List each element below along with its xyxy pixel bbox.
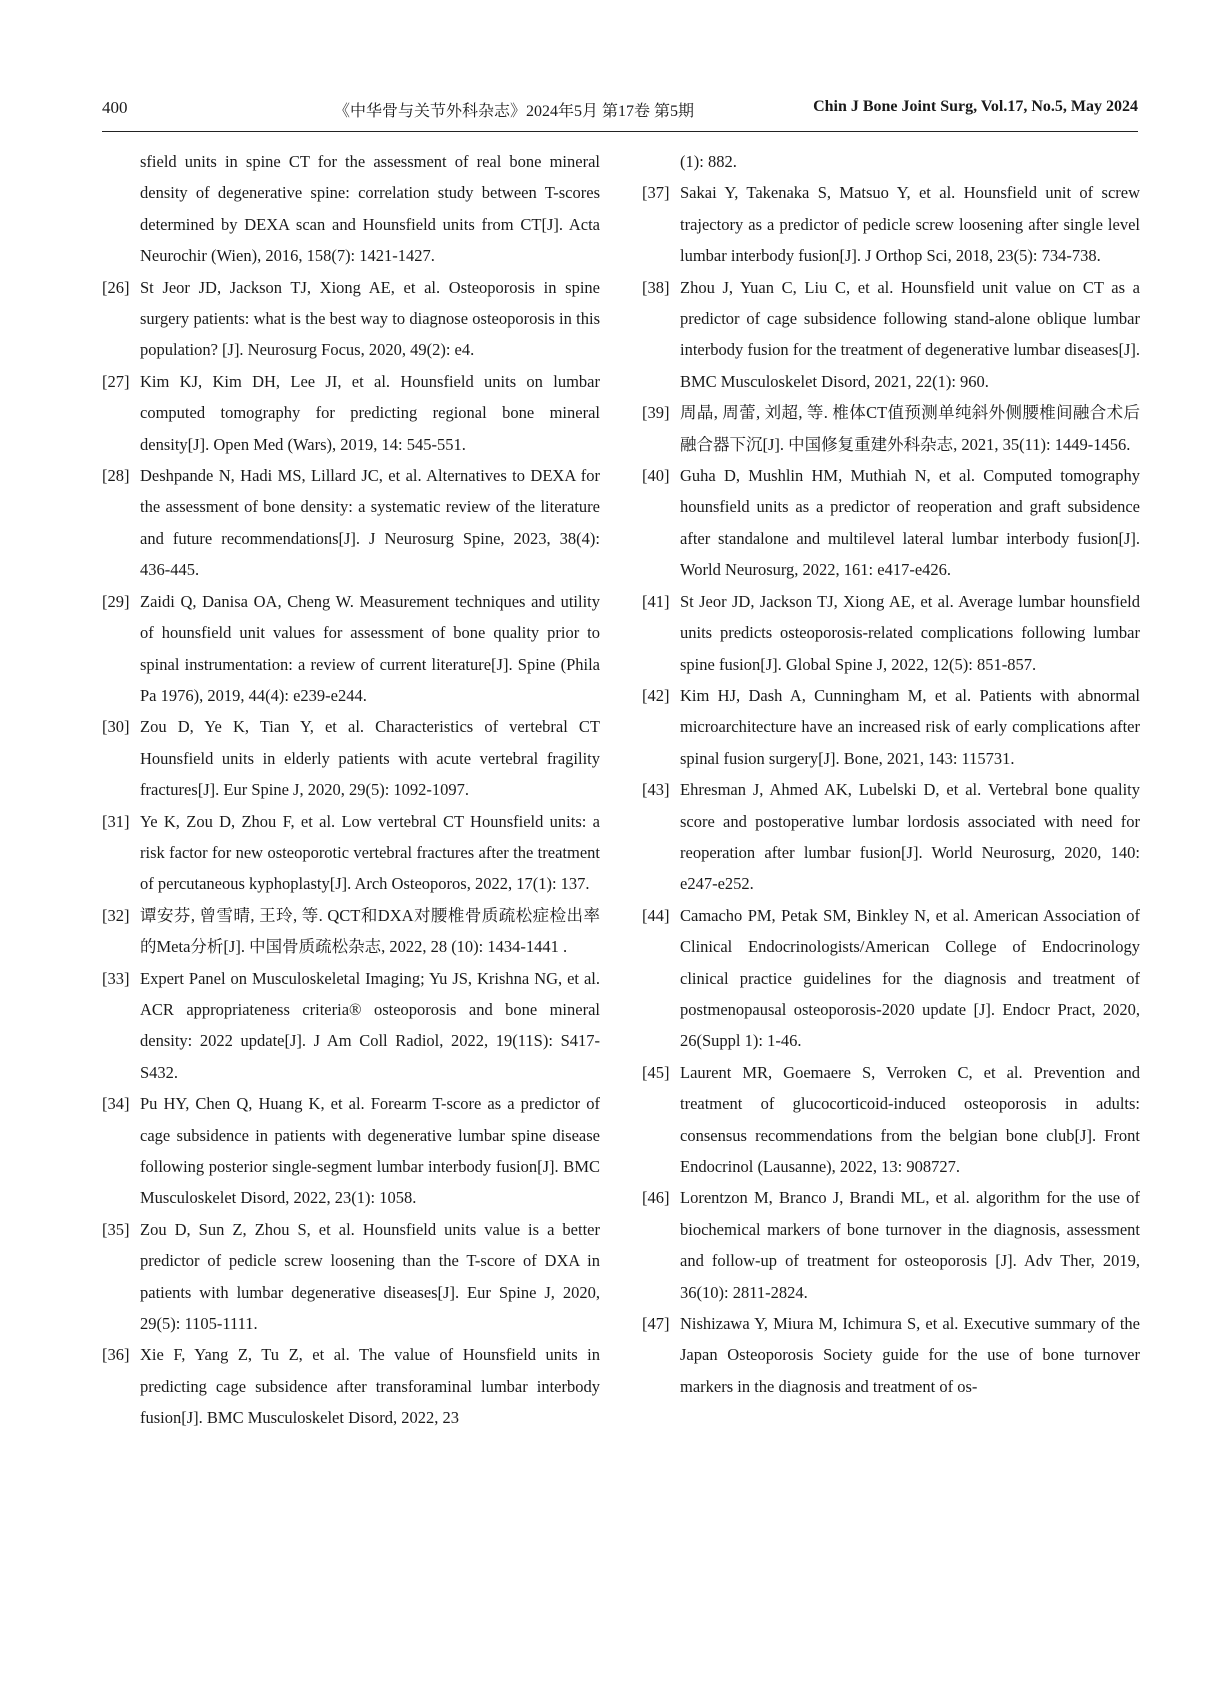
reference-item — [642, 397, 1140, 460]
reference-text: Ye K, Zou D, Zhou F, et al. Low vertebral CT Hounsfield units: a risk factor for new osteoporotic vertebral fractures after the treatment of percutaneous kyphoplasty[J]. Arch Osteoporos, 2022, 17(1): 137. — [140, 811, 600, 894]
reference-text: Nishizawa Y, Miura M, Ichimura S, et al. Executive summary of the Japan Osteoporosis Society guide for the use of bone turnover markers in the diagnosis and treatment of os- — [680, 1314, 1140, 1396]
reference-item — [642, 680, 1140, 774]
reference-number: [39] — [642, 403, 670, 423]
reference-number: [44] — [642, 905, 670, 925]
left-column — [102, 146, 600, 1434]
reference-number: [33] — [102, 968, 130, 988]
reference-continuation: (1): 882. — [680, 152, 737, 171]
reference-item — [642, 177, 1140, 271]
reference-number: [47] — [642, 1314, 670, 1334]
reference-number: [31] — [102, 811, 130, 831]
reference-number: [35] — [102, 1219, 130, 1239]
reference-text: 周晶, 周蕾, 刘超, 等. 椎体CT值预测单纯斜外侧腰椎间融合术后融合器下沉[J]. 中国修复重建外科杂志, 2021, 35(11): 1449-1456. — [680, 403, 1140, 454]
reference-list-left — [102, 272, 600, 1434]
journal-title-english: Chin J Bone Joint Surg, Vol.17, No.5, May 2024 — [813, 98, 1138, 115]
reference-item — [642, 774, 1140, 900]
reference-text: Laurent MR, Goemaere S, Verroken C, et al. Prevention and treatment of glucocorticoid-induced osteoporosis in adults: consensus recommendations from the belgian bone club[J]. Front Endocrinol (Lausanne), 2022, 13: 908727. — [680, 1062, 1140, 1176]
reference-continuation: sfield units in spine CT for the assessment of real bone mineral density of degenerative spine: correlation study between T-scores determined by DEXA scan and Hounsfield units from CT[J]. Acta Neurochir (Wien), 2016, 158(7): 1421-1427. — [140, 152, 600, 266]
reference-number: [41] — [642, 591, 670, 611]
reference-item — [642, 586, 1140, 680]
reference-text: Deshpande N, Hadi MS, Lillard JC, et al. Alternatives to DEXA for the assessment of bone density: a systematic review of the literature and future recommendations[J]. J Neurosurg Spine, 2023, 38(4): 436-445. — [140, 466, 600, 580]
reference-item — [102, 366, 600, 460]
reference-number: [32] — [102, 905, 130, 925]
reference-item — [102, 1214, 600, 1340]
reference-text: St Jeor JD, Jackson TJ, Xiong AE, et al. Osteoporosis in spine surgery patients: what is the best way to diagnose osteoporosis in this population? [J]. Neurosurg Focus, 2020, 49(2): e4. — [140, 277, 600, 360]
reference-text: Zou D, Sun Z, Zhou S, et al. Hounsfield units value is a better predictor of pedicle screw loosening than the T-score of DXA in patients with lumbar degenerative diseases[J]. Eur Spine J, 2020, 29(5): 1105-1111. — [140, 1219, 600, 1334]
reference-text: Expert Panel on Musculoskeletal Imaging; Yu JS, Krishna NG, et al. ACR appropriateness criteria® osteoporosis and bone mineral density: 2022 update[J]. J Am Coll Radiol, 2022, 19(11S): S417-S432. — [140, 968, 600, 1082]
reference-text: Kim KJ, Kim DH, Lee JI, et al. Hounsfield units on lumbar computed tomography for predicting regional bone mineral density[J]. Open Med (Wars), 2019, 14: 545-551. — [140, 371, 600, 454]
page-header — [102, 98, 1138, 124]
reference-item — [642, 900, 1140, 1057]
reference-item — [102, 806, 600, 900]
reference-number: [29] — [102, 591, 130, 611]
reference-item — [642, 1308, 1140, 1402]
reference-text: Sakai Y, Takenaka S, Matsuo Y, et al. Hounsfield unit of screw trajectory as a predictor of pedicle screw loosening after single level lumbar interbody fusion[J]. J Orthop Sci, 2018, 23(5): 734-738. — [680, 183, 1140, 266]
reference-text: Zaidi Q, Danisa OA, Cheng W. Measurement techniques and utility of hounsfield unit values for assessment of bone quality prior to spinal instrumentation: a review of current literature[J]. Spine (Phila Pa 1976), 2019, 44(4): e239-e244. — [140, 591, 600, 705]
reference-item — [102, 1088, 600, 1214]
right-column — [642, 146, 1140, 1402]
reference-item — [102, 272, 600, 366]
reference-number: [34] — [102, 1094, 130, 1114]
reference-text: Pu HY, Chen Q, Huang K, et al. Forearm T-score as a predictor of cage subsidence in patients with degenerative lumbar spine disease following posterior single-segment lumbar interbody fusion[J]. BMC Musculoskelet Disord, 2022, 23(1): 1058. — [140, 1094, 600, 1208]
reference-number: [27] — [102, 371, 130, 391]
reference-item — [102, 711, 600, 805]
reference-item — [102, 963, 600, 1089]
reference-item — [102, 900, 600, 963]
journal-title-chinese: 《中华骨与关节外科杂志》2024年5月 第17卷 第5期 — [334, 103, 695, 120]
reference-text: Camacho PM, Petak SM, Binkley N, et al. American Association of Clinical Endocrinologists/American College of Endocrinology clinical practice guidelines for the diagnosis and treatment of postmenopausal osteoporosis-2020 update [J]. Endocr Pract, 2020, 26(Suppl 1): 1-46. — [680, 905, 1140, 1051]
reference-number: [40] — [642, 466, 670, 486]
reference-item — [102, 460, 600, 586]
reference-item — [642, 272, 1140, 398]
reference-item — [642, 460, 1140, 586]
reference-number: [36] — [102, 1345, 130, 1365]
reference-text: Ehresman J, Ahmed AK, Lubelski D, et al. Vertebral bone quality score and postoperative lumbar lordosis associated with need for reoperation after lumbar fusion[J]. World Neurosurg, 2020, 140: e247-e252. — [680, 780, 1140, 894]
reference-number: [46] — [642, 1188, 670, 1208]
reference-number: [37] — [642, 183, 670, 203]
reference-number: [26] — [102, 277, 130, 297]
reference-number: [43] — [642, 780, 670, 800]
reference-text: Kim HJ, Dash A, Cunningham M, et al. Patients with abnormal microarchitecture have an increased risk of early complications after spinal fusion surgery[J]. Bone, 2021, 143: 115731. — [680, 685, 1140, 768]
reference-text: Guha D, Mushlin HM, Muthiah N, et al. Computed tomography hounsfield units as a predictor of reoperation and graft subsidence after standalone and multilevel lateral lumbar interbody fusion[J]. World Neurosurg, 2022, 161: e417-e426. — [680, 466, 1140, 580]
reference-item — [102, 1339, 600, 1433]
reference-item — [642, 1182, 1140, 1308]
reference-item — [642, 1057, 1140, 1183]
reference-text: Lorentzon M, Branco J, Brandi ML, et al. algorithm for the use of biochemical markers of bone turnover in the diagnosis, assessment and follow-up of treatment for osteoporosis [J]. Adv Ther, 2019, 36(10): 2811-2824. — [680, 1188, 1140, 1302]
reference-text: St Jeor JD, Jackson TJ, Xiong AE, et al. Average lumbar hounsfield units predicts osteoporosis-related complications following lumbar spine fusion[J]. Global Spine J, 2022, 12(5): 851-857. — [680, 591, 1140, 674]
reference-number: [45] — [642, 1062, 670, 1082]
header-rule — [102, 131, 1138, 132]
reference-item — [102, 586, 600, 712]
reference-number: [42] — [642, 685, 670, 705]
reference-text: Zhou J, Yuan C, Liu C, et al. Hounsfield unit value on CT as a predictor of cage subsidence following stand-alone oblique lumbar interbody fusion for the treatment of degenerative lumbar diseases[J]. BMC Musculoskelet Disord, 2021, 22(1): 960. — [680, 277, 1140, 391]
reference-list-right — [642, 177, 1140, 1402]
reference-text: Xie F, Yang Z, Tu Z, et al. The value of Hounsfield units in predicting cage subsidence after transforaminal lumbar interbody fusion[J]. BMC Musculoskelet Disord, 2022, 23 — [140, 1345, 600, 1428]
reference-number: [38] — [642, 277, 670, 297]
reference-text: Zou D, Ye K, Tian Y, et al. Characteristics of vertebral CT Hounsfield units in elderly patients with acute vertebral fragility fractures[J]. Eur Spine J, 2020, 29(5): 1092-1097. — [140, 717, 600, 800]
reference-text: 谭安芬, 曾雪晴, 王玲, 等. QCT和DXA对腰椎骨质疏松症检出率的Meta分析[J]. 中国骨质疏松杂志, 2022, 28 (10): 1434-1441 . — [140, 905, 600, 957]
page-number: 400 — [102, 98, 128, 117]
reference-number: [30] — [102, 717, 130, 737]
reference-number: [28] — [102, 466, 130, 486]
